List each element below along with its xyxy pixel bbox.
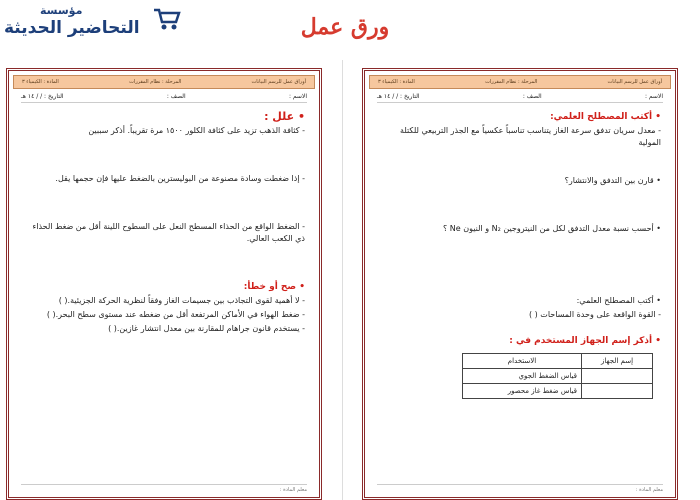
- date-label: التاريخ : / / ١٤ هـ: [377, 93, 420, 100]
- logo-main-text: التحاضير الحديثة: [4, 18, 140, 38]
- question-item: - الضغط الواقع من الحذاء المسطح النعل على السطوح اللينة أقل من ضغط الحذاء ذي الكعب العالي.: [32, 222, 305, 243]
- page-divider: [342, 60, 343, 500]
- date-label: التاريخ : / / ١٤ هـ: [21, 93, 64, 100]
- header-stage: المرحلة : نظام المقررات: [485, 79, 538, 85]
- cart-icon: [152, 6, 182, 32]
- section-title: • أذكر إسم الجهاز المستخدم في :: [509, 336, 661, 346]
- section-title: • أكتب المصطلح العلمي:: [550, 112, 661, 122]
- question-item: - القوة الواقعة على وحدة المساحات ( ): [528, 310, 661, 319]
- page-header-bar: [369, 75, 671, 89]
- name-label: الاسم :: [288, 93, 307, 100]
- question-item: - ضغط الهواء في الأماكن المرتفعة أقل من ضغطه عند مستوى سطح البحر.( ): [46, 310, 305, 319]
- header-subject: أوراق عمل للرسم البيانات: [607, 79, 662, 85]
- section-title: • صح أو خطأ:: [243, 282, 305, 292]
- question-item: • أحسب نسبة معدل التدفق لكل من النيتروجين N₂ و النيون Ne ؟: [442, 224, 661, 233]
- header-stage: المرحلة : نظام المقررات: [129, 79, 182, 85]
- worksheet-page-right: [362, 68, 678, 500]
- question-item: - لا أهمية لقوى التجاذب بين جسيمات الغاز وفقاً لنظرية الحركة الجزيئية.( ): [58, 296, 305, 305]
- header-subject: أوراق عمل للرسم البيانات: [251, 79, 306, 85]
- page-footer: معلم المادة :: [377, 484, 663, 493]
- table-header: إسم الجهاز: [582, 354, 653, 369]
- devices-table: [462, 353, 653, 399]
- question-item: - معدل سريان تدفق سرعة الغاز يتناسب تناسباً عكسياً مع الجذر التربيعي للكتلة المولية: [400, 126, 661, 147]
- name-label: الاسم :: [644, 93, 663, 100]
- logo-top-text: مؤسسة: [40, 4, 83, 17]
- page-title: ورق عمل: [300, 14, 390, 40]
- answer-cell[interactable]: [582, 369, 653, 384]
- worksheet-page-left: [6, 68, 322, 500]
- header-grade: المادة : الكيمياء ٣: [22, 79, 59, 85]
- logo: [4, 4, 184, 44]
- question-item: • قارن بين التدفق والانتشار؟: [564, 176, 661, 185]
- section-title: • علل :: [264, 110, 305, 123]
- table-header: الاستخدام: [463, 354, 582, 369]
- question-item: - يستخدم قانون جراهام للمقارنة بين معدل انتشار غازين.( ): [108, 324, 305, 333]
- class-label: الصف :: [166, 93, 186, 100]
- section-subtitle: • أكتب المصطلح العلمي:: [576, 296, 661, 305]
- student-info-row: [21, 93, 307, 103]
- question-item: - إذا ضغطت وسادة مصنوعة من البوليسترين بالضغط عليها فإن حجمها يقل.: [55, 174, 305, 183]
- table-row: قياس ضغط غاز محصور: [463, 384, 653, 399]
- page-header-bar: [13, 75, 315, 89]
- table-row: قياس الضغط الجوي: [463, 369, 653, 384]
- question-item: - كثافة الذهب تزيد على كثافة الكلور ١٥٠٠ مرة تقريباً. أذكر سببين: [88, 126, 305, 135]
- student-info-row: [377, 93, 663, 103]
- class-label: الصف :: [522, 93, 542, 100]
- header-grade: المادة : الكيمياء ٣: [378, 79, 415, 85]
- page-footer: معلم المادة :: [21, 484, 307, 493]
- answer-cell[interactable]: [582, 384, 653, 399]
